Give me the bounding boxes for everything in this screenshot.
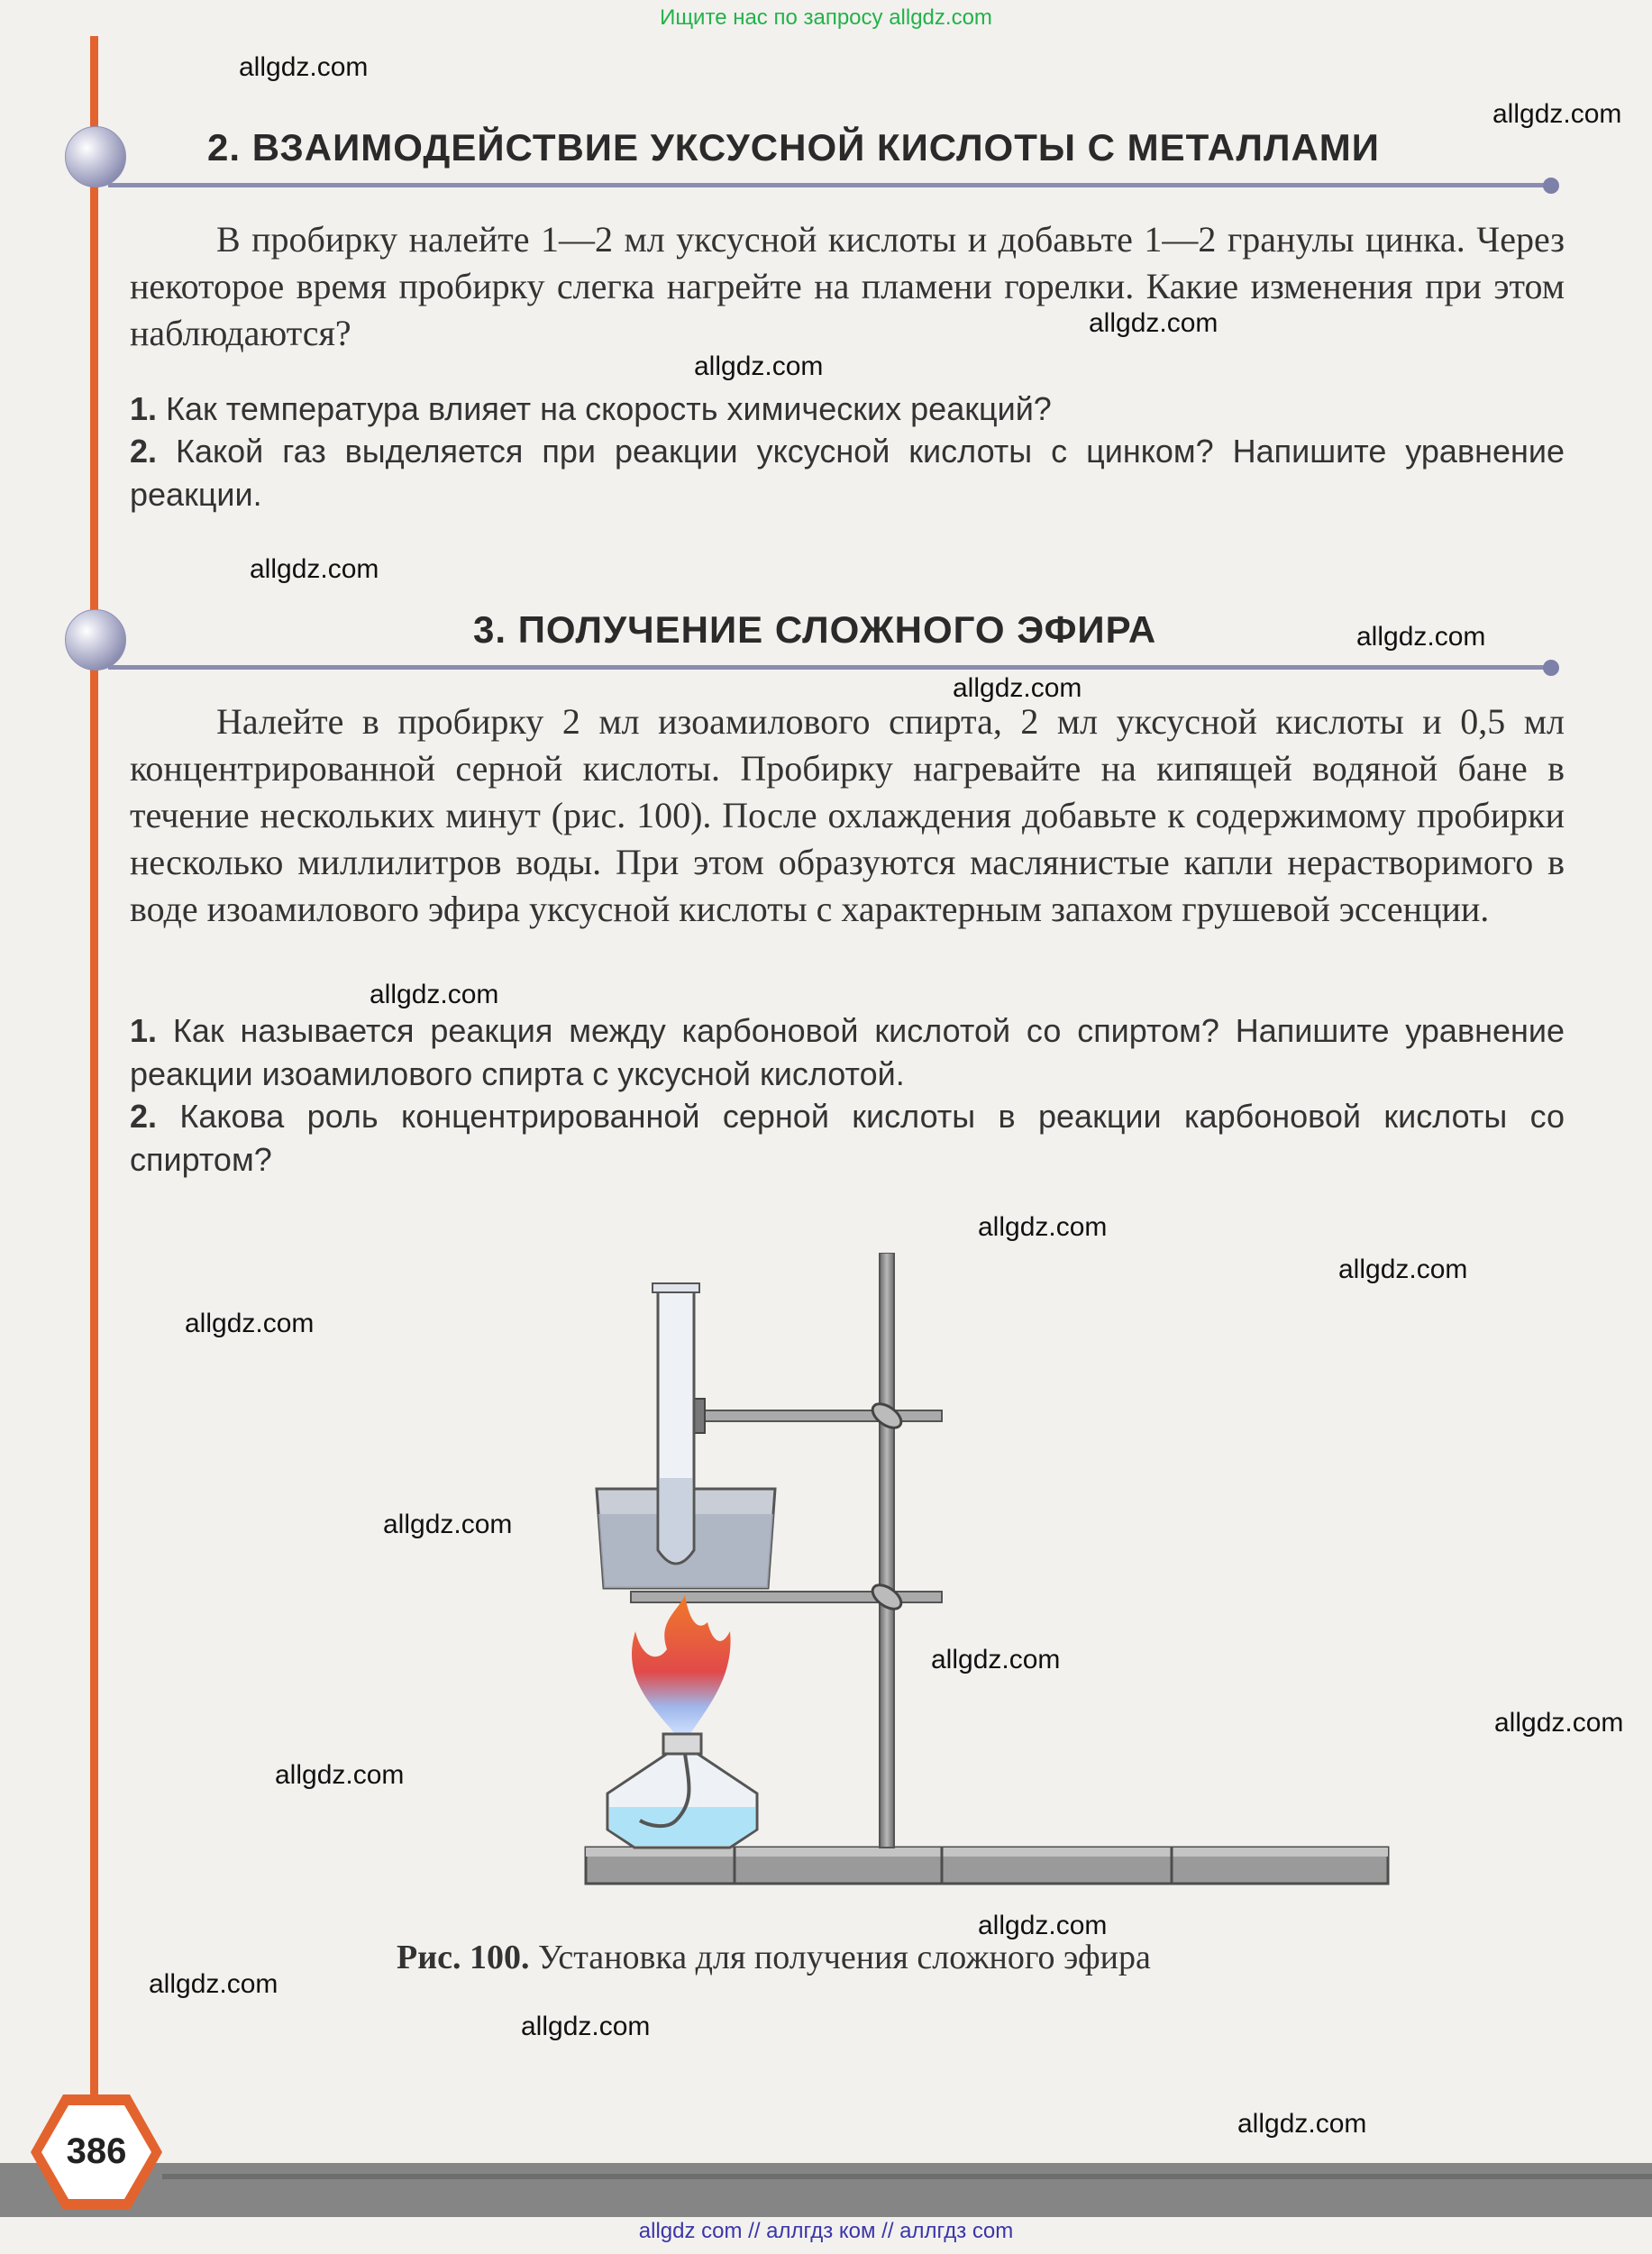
section-rule-dot bbox=[1543, 178, 1559, 194]
section-3-question-2: 2. Какова роль концентрированной серной кислоты в реакции карбоновой кислоты со спиртом? bbox=[130, 1098, 1565, 1178]
watermark: allgdz.com bbox=[978, 1911, 1108, 1940]
section-bullet bbox=[65, 609, 126, 671]
section-rule-dot bbox=[1543, 660, 1559, 676]
section-2-paragraph: В пробирку налейте 1—2 мл уксусной кислоты и добавьте 1—2 гранулы цинка. Через некоторое время пробирку слегка нагрейте на пламени горелки. Какие изменения при этом наблюдаются? bbox=[130, 219, 1565, 353]
section-2-heading: 2. ВЗАИМОДЕЙСТВИЕ УКСУСНОЙ КИСЛОТЫ С МЕТАЛЛАМИ bbox=[207, 126, 1380, 169]
watermark: allgdz.com bbox=[275, 1760, 405, 1790]
section-rule bbox=[108, 183, 1550, 187]
watermark: allgdz.com bbox=[978, 1212, 1108, 1242]
figure-caption: Рис. 100. Установка для получения сложного эфира bbox=[397, 1939, 1151, 1976]
watermark: allgdz.com bbox=[383, 1510, 513, 1539]
watermark: allgdz.com bbox=[694, 351, 824, 381]
section-3-heading: 3. ПОЛУЧЕНИЕ СЛОЖНОГО ЭФИРА bbox=[473, 608, 1157, 651]
watermark: allgdz.com bbox=[370, 980, 499, 1009]
watermark: allgdz.com bbox=[149, 1969, 278, 1999]
footer-bar-stripe bbox=[162, 2174, 1652, 2179]
watermark: allgdz.com bbox=[185, 1309, 315, 1338]
watermark: allgdz.com bbox=[1492, 99, 1622, 129]
lab-apparatus-illustration bbox=[541, 1253, 1406, 1902]
watermark: allgdz.com bbox=[1338, 1255, 1468, 1284]
section-rule bbox=[108, 665, 1550, 670]
section-3-paragraph: Налейте в пробирку 2 мл изоамилового спирта, 2 мл уксусной кислоты и 0,5 мл концентрированной серной кислоты. Пробирку нагревайте на кипящей водяной бане в течение нескольких минут (рис. 100). После охлаждения добавьте к содержимому пробирки несколько миллилитров воды. При этом образуются маслянистые капли нерастворимого в воде изоамилового эфира уксусной кислоты с характерным запахом грушевой эссенции. bbox=[130, 701, 1565, 929]
section-2-question-1: 1. Как температура влияет на скорость химических реакций? bbox=[130, 390, 1052, 427]
watermark: allgdz.com bbox=[1356, 622, 1486, 652]
stand-rod bbox=[880, 1253, 894, 1848]
section-bullet bbox=[65, 126, 126, 187]
watermark: allgdz.com bbox=[1237, 2109, 1367, 2139]
watermark: allgdz.com bbox=[953, 673, 1082, 703]
margin-line bbox=[90, 36, 98, 2172]
watermark: allgdz.com bbox=[931, 1645, 1061, 1675]
watermark: allgdz.com bbox=[250, 554, 379, 584]
page-number: 386 bbox=[66, 2131, 127, 2171]
section-2-question-2: 2. Какой газ выделяется при реакции уксусной кислоты с цинком? Напишите уравнение реакции. bbox=[130, 433, 1565, 513]
watermark: allgdz.com bbox=[1494, 1708, 1624, 1738]
clamp-arm bbox=[698, 1410, 942, 1421]
watermark: allgdz.com bbox=[521, 2012, 651, 2041]
bottom-banner: allgdz com // аллгдз ком // аллгдз com bbox=[638, 2219, 1014, 2243]
footer-bar bbox=[0, 2163, 1652, 2217]
section-3-question-1: 1. Как называется реакция между карбоновой кислотой со спиртом? Напишите уравнение реакции изоамилового спирта с уксусной кислотой. bbox=[130, 1012, 1565, 1092]
watermark: allgdz.com bbox=[1089, 308, 1218, 338]
watermark: allgdz.com bbox=[239, 52, 369, 82]
burner-flame bbox=[632, 1595, 731, 1735]
top-banner: Ищите нас по запросу allgdz.com bbox=[660, 5, 992, 30]
